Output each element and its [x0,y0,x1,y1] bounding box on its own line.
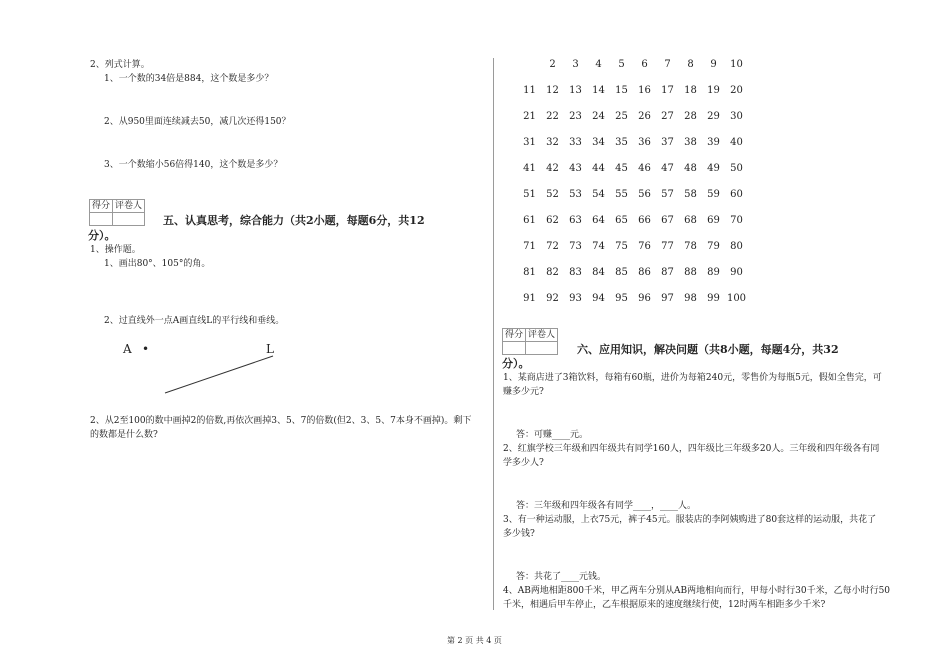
number-cell: 92 [546,293,559,304]
number-cell: 81 [523,267,536,278]
number-cell: 24 [592,111,605,122]
number-cell: 3 [572,59,579,70]
number-cell: 95 [615,293,628,304]
number-cell: 71 [523,241,536,252]
number-cell: 88 [684,267,697,278]
operation-q1: 1、画出80°、105°的角。 [104,259,211,269]
number-cell: 67 [661,215,674,226]
number-cell: 98 [684,293,697,304]
number-cell: 66 [638,215,651,226]
number-cell: 63 [569,215,582,226]
number-grid-row [518,58,748,71]
section-5-title-tail: 分）。 [88,229,116,242]
number-cell: 50 [730,163,743,174]
problem-2-line1: 2、红旗学校三年级和四年级共有同学160人，四年级比三年级多20人。三年级和四年级各有同 [503,444,880,454]
number-cell: 54 [592,189,605,200]
number-grid-row [518,240,748,253]
number-cell: 51 [523,189,536,200]
score-box-section-6 [502,328,558,355]
question-sieve-line2: 的数都是什么数? [90,430,158,440]
number-cell: 21 [523,111,536,122]
number-cell: 77 [661,241,674,252]
problem-3-line2: 多少钱? [503,529,535,539]
grader-cell[interactable] [526,342,558,355]
number-cell: 85 [615,267,628,278]
section-5-title: 五、认真思考，综合能力（共2小题，每题6分，共12 [163,214,425,227]
number-cell: 52 [546,189,559,200]
line-l [160,350,280,398]
page-footer: 第 2 页 共 4 页 [447,636,502,645]
number-grid-row [518,84,748,97]
number-cell: 20 [730,85,743,96]
problem-1-line1: 1、某商店进了3箱饮料，每箱有60瓶，进价为每箱240元，零售价为每瓶5元，假如全售完，可 [503,373,882,383]
column-divider [493,58,494,610]
problem-3-answer: 答：共花了____元钱。 [516,572,607,582]
number-cell: 32 [546,137,559,148]
number-cell: 87 [661,267,674,278]
number-cell: 33 [569,137,582,148]
number-cell: 5 [618,59,625,70]
number-cell: 16 [638,85,651,96]
number-cell: 86 [638,267,651,278]
number-cell: 15 [615,85,628,96]
number-cell: 84 [592,267,605,278]
number-cell: 25 [615,111,628,122]
number-cell: 70 [730,215,743,226]
number-cell: 14 [592,85,605,96]
number-cell: 6 [641,59,648,70]
number-cell: 76 [638,241,651,252]
score-label: 得分 [503,329,526,342]
number-cell: 73 [569,241,582,252]
number-cell: 57 [661,189,674,200]
number-cell: 72 [546,241,559,252]
number-cell: 82 [546,267,559,278]
number-grid-row [518,266,748,279]
number-cell: 91 [523,293,536,304]
problem-3-line1: 3、有一种运动服，上衣75元，裤子45元。服装店的李阿姨购进了80套这样的运动服，共花了 [503,515,877,525]
score-box-section-5 [89,199,145,226]
number-cell: 83 [569,267,582,278]
number-cell: 34 [592,137,605,148]
score-cell[interactable] [90,213,113,226]
number-cell: 99 [707,293,720,304]
number-cell: 7 [664,59,671,70]
number-cell: 44 [592,163,605,174]
number-cell: 74 [592,241,605,252]
problem-4-line2: 千米，相遇后甲车停止，乙车根据原来的速度继续行使，12时两车相距多少千米? [503,600,826,610]
line-l-label: L [266,342,274,356]
number-cell: 48 [684,163,697,174]
section-6-title: 六、应用知识，解决问题（共8小题，每题4分，共32 [577,343,839,356]
number-cell: 13 [569,85,582,96]
question-sieve-line1: 2、从2至100的数中画掉2的倍数,再依次画掉3、5、7的倍数(但2、3、5、7本身不画掉)。剩下 [90,416,472,426]
number-cell: 26 [638,111,651,122]
score-label: 得分 [90,200,113,213]
number-grid-row [518,162,748,175]
number-cell: 80 [730,241,743,252]
number-cell: 79 [707,241,720,252]
number-cell: 89 [707,267,720,278]
section-6-title-tail: 分）。 [502,357,530,370]
number-cell: 10 [730,59,743,70]
question-2-1: 1、一个数的34倍是884，这个数是多少？ [104,74,274,84]
operation-q2: 2、过直线外一点A画直线L的平行线和垂线。 [104,316,285,326]
number-cell: 11 [523,85,536,96]
problem-4-line1: 4、AB两地相距800千米，甲乙两车分别从AB两地相向而行，甲每小时行30千米，乙每小时行50 [503,586,891,596]
number-grid-row [518,188,748,201]
number-cell: 64 [592,215,605,226]
number-cell: 8 [687,59,694,70]
operation-title: 1、操作题。 [90,245,141,255]
number-cell: 43 [569,163,582,174]
section-2-title: 2、列式计算。 [90,60,150,70]
number-cell: 23 [569,111,582,122]
number-cell: 29 [707,111,720,122]
point-a-label: A [123,342,132,356]
number-grid-row [518,214,748,227]
number-cell: 35 [615,137,628,148]
point-a-dot: • [142,342,150,356]
problem-1-answer: 答：可赚____元。 [516,430,589,440]
number-cell: 31 [523,137,536,148]
number-cell: 39 [707,137,720,148]
number-cell: 46 [638,163,651,174]
number-cell: 56 [638,189,651,200]
number-cell: 36 [638,137,651,148]
number-cell: 75 [615,241,628,252]
number-cell: 9 [710,59,717,70]
number-cell: 60 [730,189,743,200]
number-cell: 2 [549,59,556,70]
number-cell: 40 [730,137,743,148]
number-cell: 69 [707,215,720,226]
number-cell: 62 [546,215,559,226]
question-2-2: 2、从950里面连续减去50，减几次还得150？ [104,117,291,127]
number-cell: 53 [569,189,582,200]
grader-cell[interactable] [113,213,145,226]
number-cell: 93 [569,293,582,304]
number-cell: 4 [595,59,602,70]
number-cell: 96 [638,293,651,304]
question-2-3: 3、一个数缩小56倍得140，这个数是多少？ [104,160,283,170]
number-cell: 49 [707,163,720,174]
number-cell: 42 [546,163,559,174]
number-cell: 65 [615,215,628,226]
number-cell [518,58,541,71]
grader-label: 评卷人 [526,329,558,342]
number-grid-row [518,292,748,305]
number-cell: 90 [730,267,743,278]
grader-label: 评卷人 [113,200,145,213]
number-cell: 37 [661,137,674,148]
number-cell: 41 [523,163,536,174]
number-cell: 55 [615,189,628,200]
problem-2-answer: 答：三年级和四年级各有同学____，____人。 [516,501,697,511]
number-cell: 18 [684,85,697,96]
number-cell: 28 [684,111,697,122]
number-cell: 19 [707,85,720,96]
number-cell: 97 [661,293,674,304]
number-cell: 58 [684,189,697,200]
number-cell: 100 [726,293,747,304]
problem-2-line2: 学多少人? [503,458,544,468]
number-cell: 30 [730,111,743,122]
score-cell[interactable] [503,342,526,355]
number-cell: 12 [546,85,559,96]
number-cell: 61 [523,215,536,226]
number-cell: 68 [684,215,697,226]
number-grid-row [518,110,748,123]
number-cell: 59 [707,189,720,200]
number-cell: 78 [684,241,697,252]
number-cell: 38 [684,137,697,148]
number-cell: 17 [661,85,674,96]
number-cell: 45 [615,163,628,174]
number-cell: 22 [546,111,559,122]
number-cell: 94 [592,293,605,304]
number-grid-row [518,136,748,149]
number-cell: 27 [661,111,674,122]
number-cell: 47 [661,163,674,174]
problem-1-line2: 赚多少元? [503,387,544,397]
